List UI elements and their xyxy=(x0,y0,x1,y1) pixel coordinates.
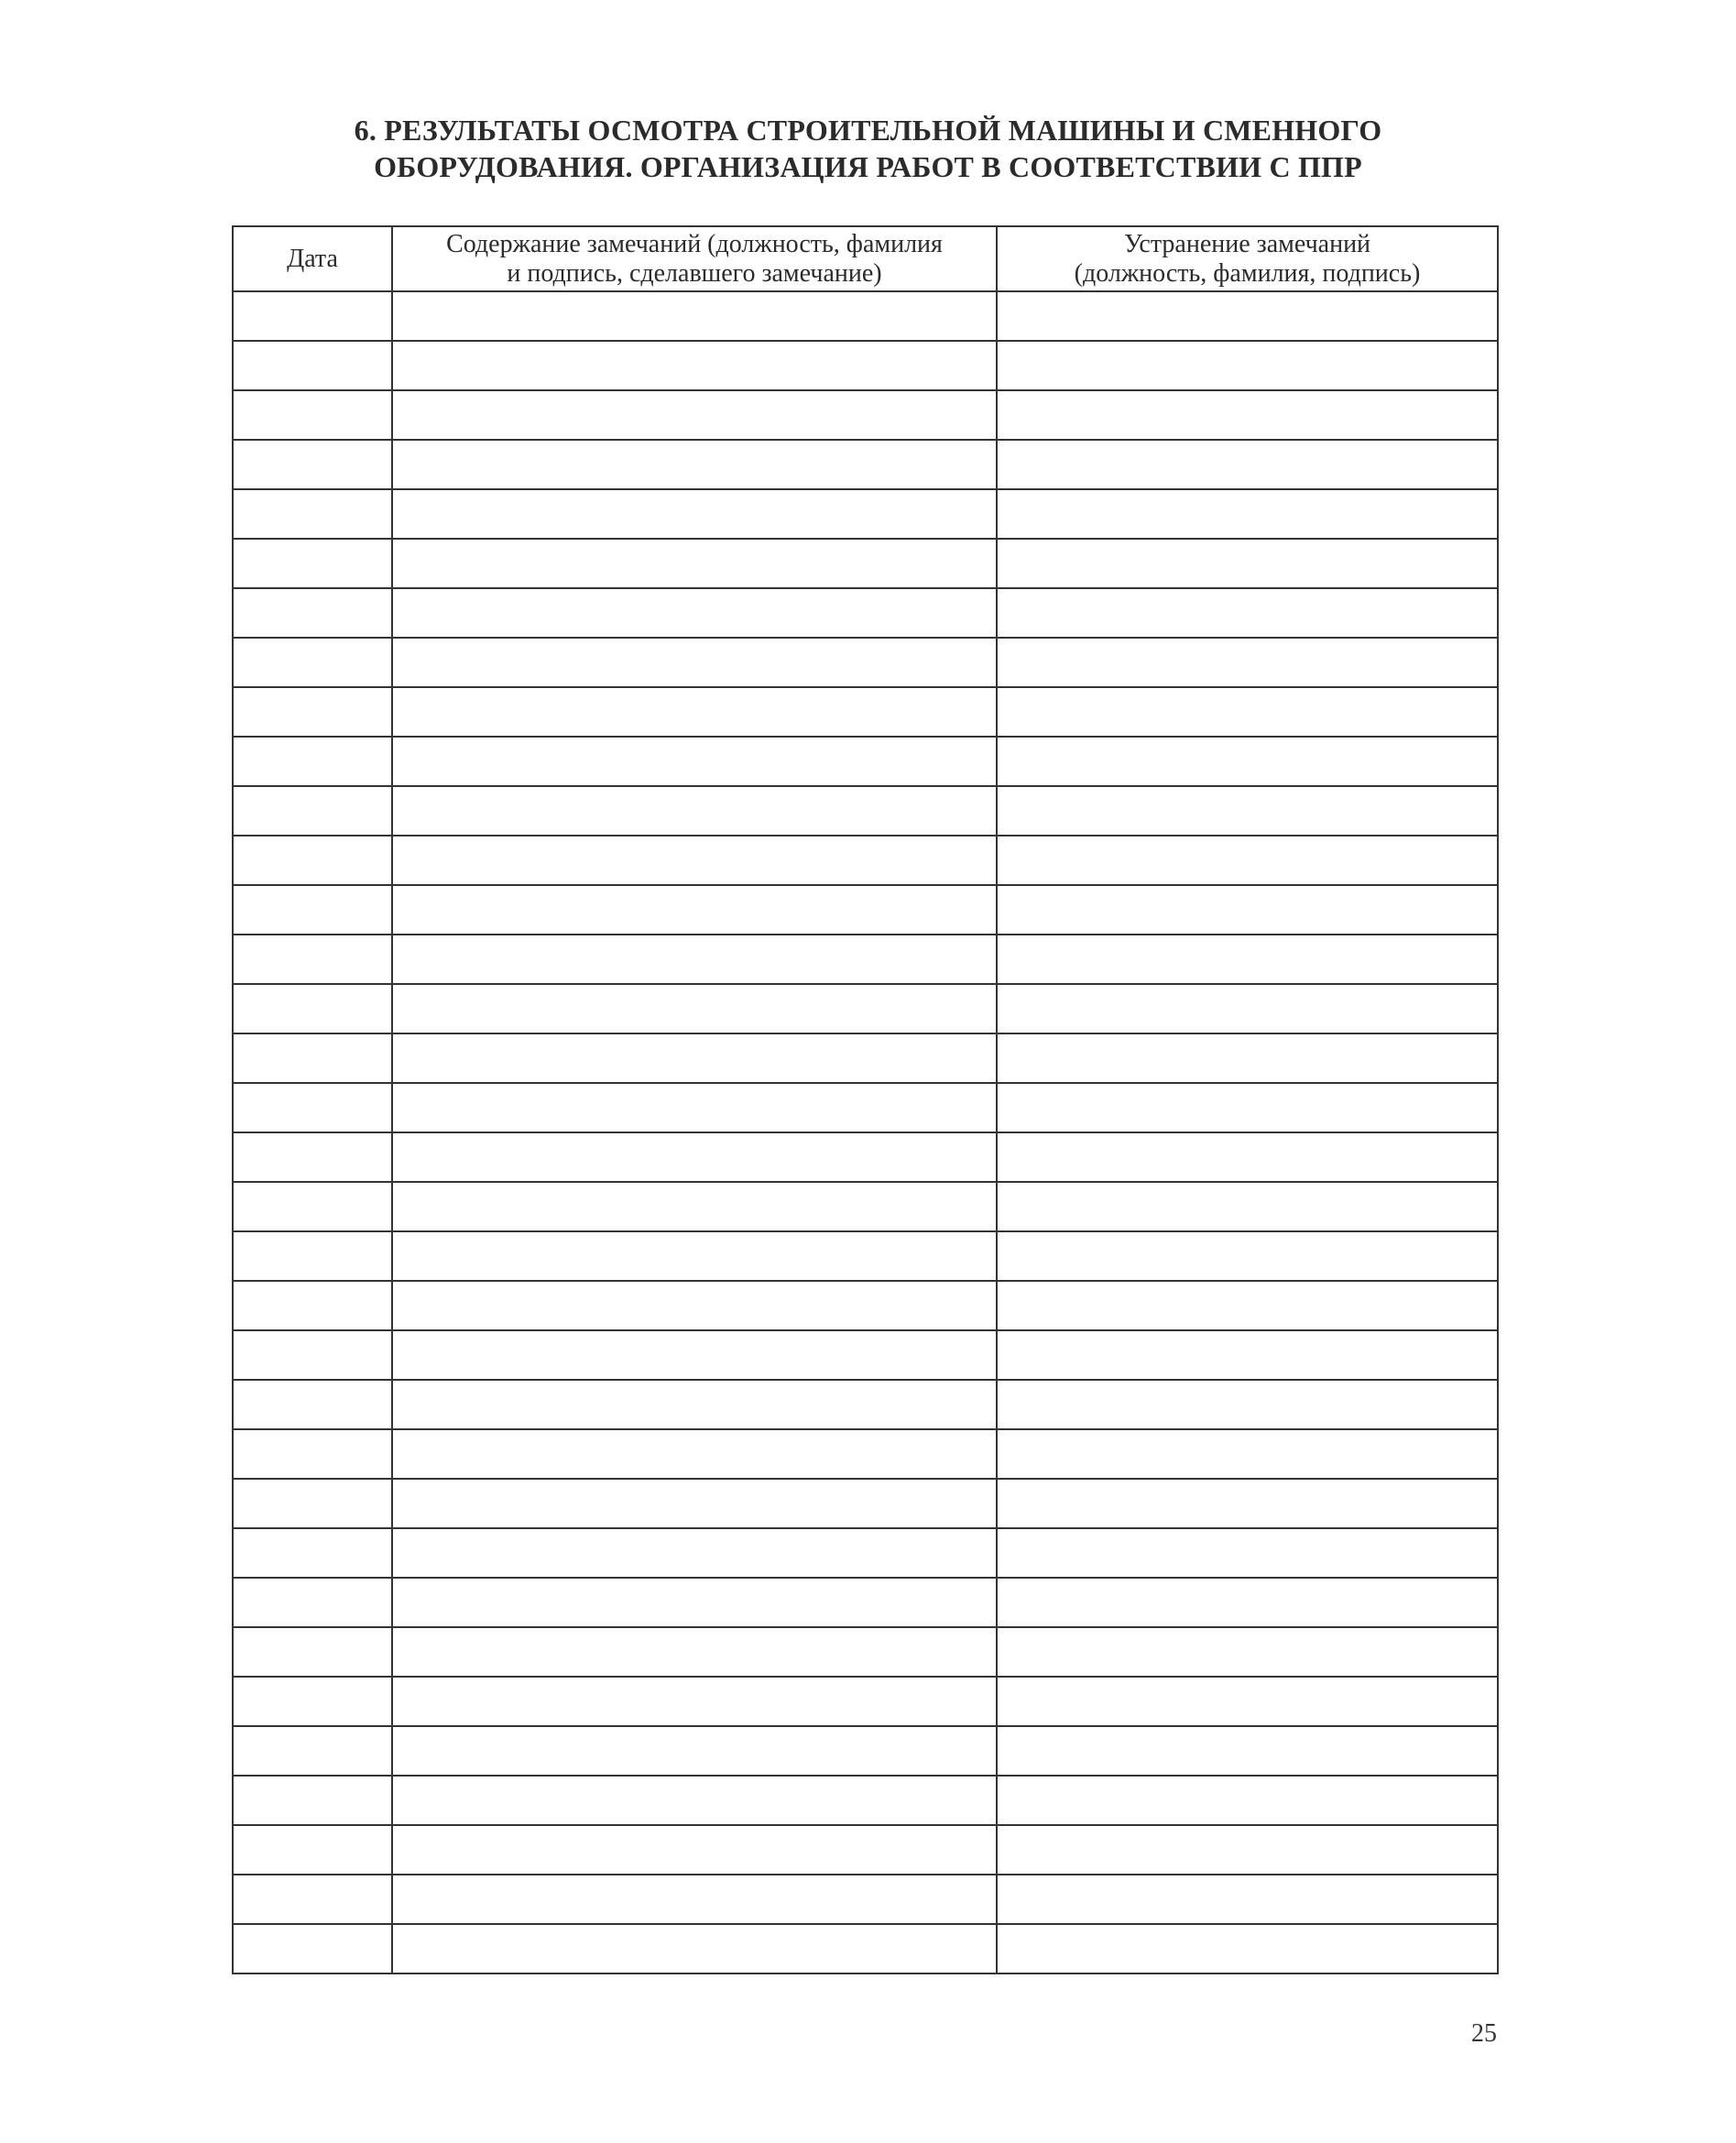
page-title-line-2: ОБОРУДОВАНИЯ. ОРГАНИЗАЦИЯ РАБОТ В СООТВЕТСТВИИ С ППР xyxy=(374,150,1362,183)
cell-resolution xyxy=(997,1033,1498,1083)
table-row xyxy=(233,390,1498,440)
cell-date xyxy=(233,1924,392,1974)
table-row xyxy=(233,1776,1498,1825)
cell-resolution xyxy=(997,588,1498,638)
cell-remarks xyxy=(392,638,997,687)
cell-resolution xyxy=(997,687,1498,737)
cell-date xyxy=(233,1231,392,1281)
table-row xyxy=(233,737,1498,786)
table-row xyxy=(233,984,1498,1033)
table-row xyxy=(233,1083,1498,1132)
header-resolution xyxy=(997,226,1498,291)
table-row xyxy=(233,1726,1498,1776)
cell-resolution xyxy=(997,836,1498,885)
cell-date xyxy=(233,1281,392,1330)
cell-remarks xyxy=(392,1726,997,1776)
cell-resolution xyxy=(997,1627,1498,1677)
cell-remarks xyxy=(392,1033,997,1083)
table-row xyxy=(233,588,1498,638)
page-number: 25 xyxy=(1471,2019,1497,2048)
cell-date xyxy=(233,1479,392,1528)
cell-date xyxy=(233,1083,392,1132)
table-row xyxy=(233,1429,1498,1479)
header-resolution-line-2: (должность, фамилия, подпись) xyxy=(1074,258,1421,288)
table-row xyxy=(233,1479,1498,1528)
cell-remarks xyxy=(392,1429,997,1479)
cell-date xyxy=(233,390,392,440)
cell-date xyxy=(233,687,392,737)
cell-date xyxy=(233,1182,392,1231)
cell-remarks xyxy=(392,588,997,638)
header-resolution-line-1: Устранение замечаний xyxy=(1123,229,1371,258)
cell-remarks xyxy=(392,1776,997,1825)
table-row xyxy=(233,1132,1498,1182)
cell-remarks xyxy=(392,885,997,935)
cell-date xyxy=(233,984,392,1033)
cell-remarks xyxy=(392,489,997,539)
cell-remarks xyxy=(392,1825,997,1875)
cell-resolution xyxy=(997,1776,1498,1825)
table-row xyxy=(233,440,1498,489)
table-row xyxy=(233,1924,1498,1974)
cell-date xyxy=(233,935,392,984)
cell-remarks xyxy=(392,1578,997,1627)
cell-resolution xyxy=(997,935,1498,984)
table-row xyxy=(233,836,1498,885)
cell-resolution xyxy=(997,984,1498,1033)
cell-remarks xyxy=(392,1677,997,1726)
cell-resolution xyxy=(997,1132,1498,1182)
cell-remarks xyxy=(392,390,997,440)
table-row xyxy=(233,1825,1498,1875)
cell-date xyxy=(233,1528,392,1578)
cell-resolution xyxy=(997,489,1498,539)
cell-date xyxy=(233,1578,392,1627)
header-date xyxy=(233,226,392,291)
table-row xyxy=(233,1528,1498,1578)
cell-resolution xyxy=(997,885,1498,935)
cell-remarks xyxy=(392,440,997,489)
cell-date xyxy=(233,638,392,687)
cell-resolution xyxy=(997,1281,1498,1330)
cell-remarks xyxy=(392,341,997,390)
table-row xyxy=(233,1330,1498,1380)
cell-remarks xyxy=(392,1924,997,1974)
cell-remarks xyxy=(392,984,997,1033)
cell-date xyxy=(233,341,392,390)
cell-date xyxy=(233,1677,392,1726)
cell-resolution xyxy=(997,291,1498,341)
cell-date xyxy=(233,1825,392,1875)
cell-date xyxy=(233,1429,392,1479)
cell-remarks xyxy=(392,1627,997,1677)
cell-remarks xyxy=(392,1083,997,1132)
cell-date xyxy=(233,786,392,836)
table-row xyxy=(233,341,1498,390)
cell-remarks xyxy=(392,1231,997,1281)
cell-resolution xyxy=(997,1875,1498,1924)
cell-remarks xyxy=(392,1182,997,1231)
cell-resolution xyxy=(997,341,1498,390)
cell-remarks xyxy=(392,836,997,885)
table-row xyxy=(233,539,1498,588)
cell-remarks xyxy=(392,786,997,836)
page-title xyxy=(0,112,1736,185)
cell-resolution xyxy=(997,1528,1498,1578)
table-row xyxy=(233,885,1498,935)
cell-date xyxy=(233,440,392,489)
cell-resolution xyxy=(997,390,1498,440)
cell-remarks xyxy=(392,687,997,737)
cell-remarks xyxy=(392,935,997,984)
cell-resolution xyxy=(997,1429,1498,1479)
cell-remarks xyxy=(392,737,997,786)
cell-date xyxy=(233,1380,392,1429)
cell-remarks xyxy=(392,1132,997,1182)
table-row xyxy=(233,291,1498,341)
cell-resolution xyxy=(997,1330,1498,1380)
cell-resolution xyxy=(997,1924,1498,1974)
table-row xyxy=(233,1578,1498,1627)
cell-resolution xyxy=(997,440,1498,489)
table-row xyxy=(233,638,1498,687)
table-row xyxy=(233,935,1498,984)
cell-remarks xyxy=(392,1528,997,1578)
cell-resolution xyxy=(997,1726,1498,1776)
header-remarks-line-2: и подпись, сделавшего замечание) xyxy=(507,258,882,288)
cell-resolution xyxy=(997,786,1498,836)
cell-resolution xyxy=(997,1677,1498,1726)
table-row xyxy=(233,1627,1498,1677)
page-title-line-1: 6. РЕЗУЛЬТАТЫ ОСМОТРА СТРОИТЕЛЬНОЙ МАШИНЫ И СМЕННОГО xyxy=(354,114,1382,147)
cell-date xyxy=(233,291,392,341)
header-remarks xyxy=(392,226,997,291)
cell-resolution xyxy=(997,1231,1498,1281)
cell-date xyxy=(233,1627,392,1677)
cell-date xyxy=(233,588,392,638)
cell-date xyxy=(233,1776,392,1825)
cell-resolution xyxy=(997,1380,1498,1429)
header-remarks-line-1: Содержание замечаний (должность, фамилия xyxy=(446,229,943,258)
cell-date xyxy=(233,885,392,935)
cell-date xyxy=(233,1726,392,1776)
cell-remarks xyxy=(392,291,997,341)
cell-resolution xyxy=(997,1182,1498,1231)
table-body xyxy=(233,291,1498,1974)
cell-remarks xyxy=(392,1875,997,1924)
table-row xyxy=(233,786,1498,836)
table-header-row xyxy=(233,226,1498,291)
cell-remarks xyxy=(392,539,997,588)
cell-remarks xyxy=(392,1479,997,1528)
inspection-log-table xyxy=(232,225,1499,1974)
cell-date xyxy=(233,1330,392,1380)
table-row xyxy=(233,1380,1498,1429)
cell-date xyxy=(233,539,392,588)
cell-resolution xyxy=(997,737,1498,786)
cell-resolution xyxy=(997,1479,1498,1528)
table-row xyxy=(233,1033,1498,1083)
table-row xyxy=(233,1875,1498,1924)
table-row xyxy=(233,1677,1498,1726)
cell-resolution xyxy=(997,1825,1498,1875)
header-date-text: Дата xyxy=(287,244,338,273)
cell-resolution xyxy=(997,1083,1498,1132)
table-row xyxy=(233,489,1498,539)
cell-date xyxy=(233,1875,392,1924)
cell-remarks xyxy=(392,1281,997,1330)
cell-date xyxy=(233,1033,392,1083)
cell-remarks xyxy=(392,1330,997,1380)
cell-date xyxy=(233,836,392,885)
cell-resolution xyxy=(997,638,1498,687)
cell-resolution xyxy=(997,1578,1498,1627)
cell-resolution xyxy=(997,539,1498,588)
cell-date xyxy=(233,737,392,786)
table-row xyxy=(233,1182,1498,1231)
cell-remarks xyxy=(392,1380,997,1429)
table-row xyxy=(233,687,1498,737)
cell-date xyxy=(233,489,392,539)
table-row xyxy=(233,1231,1498,1281)
cell-date xyxy=(233,1132,392,1182)
table-row xyxy=(233,1281,1498,1330)
